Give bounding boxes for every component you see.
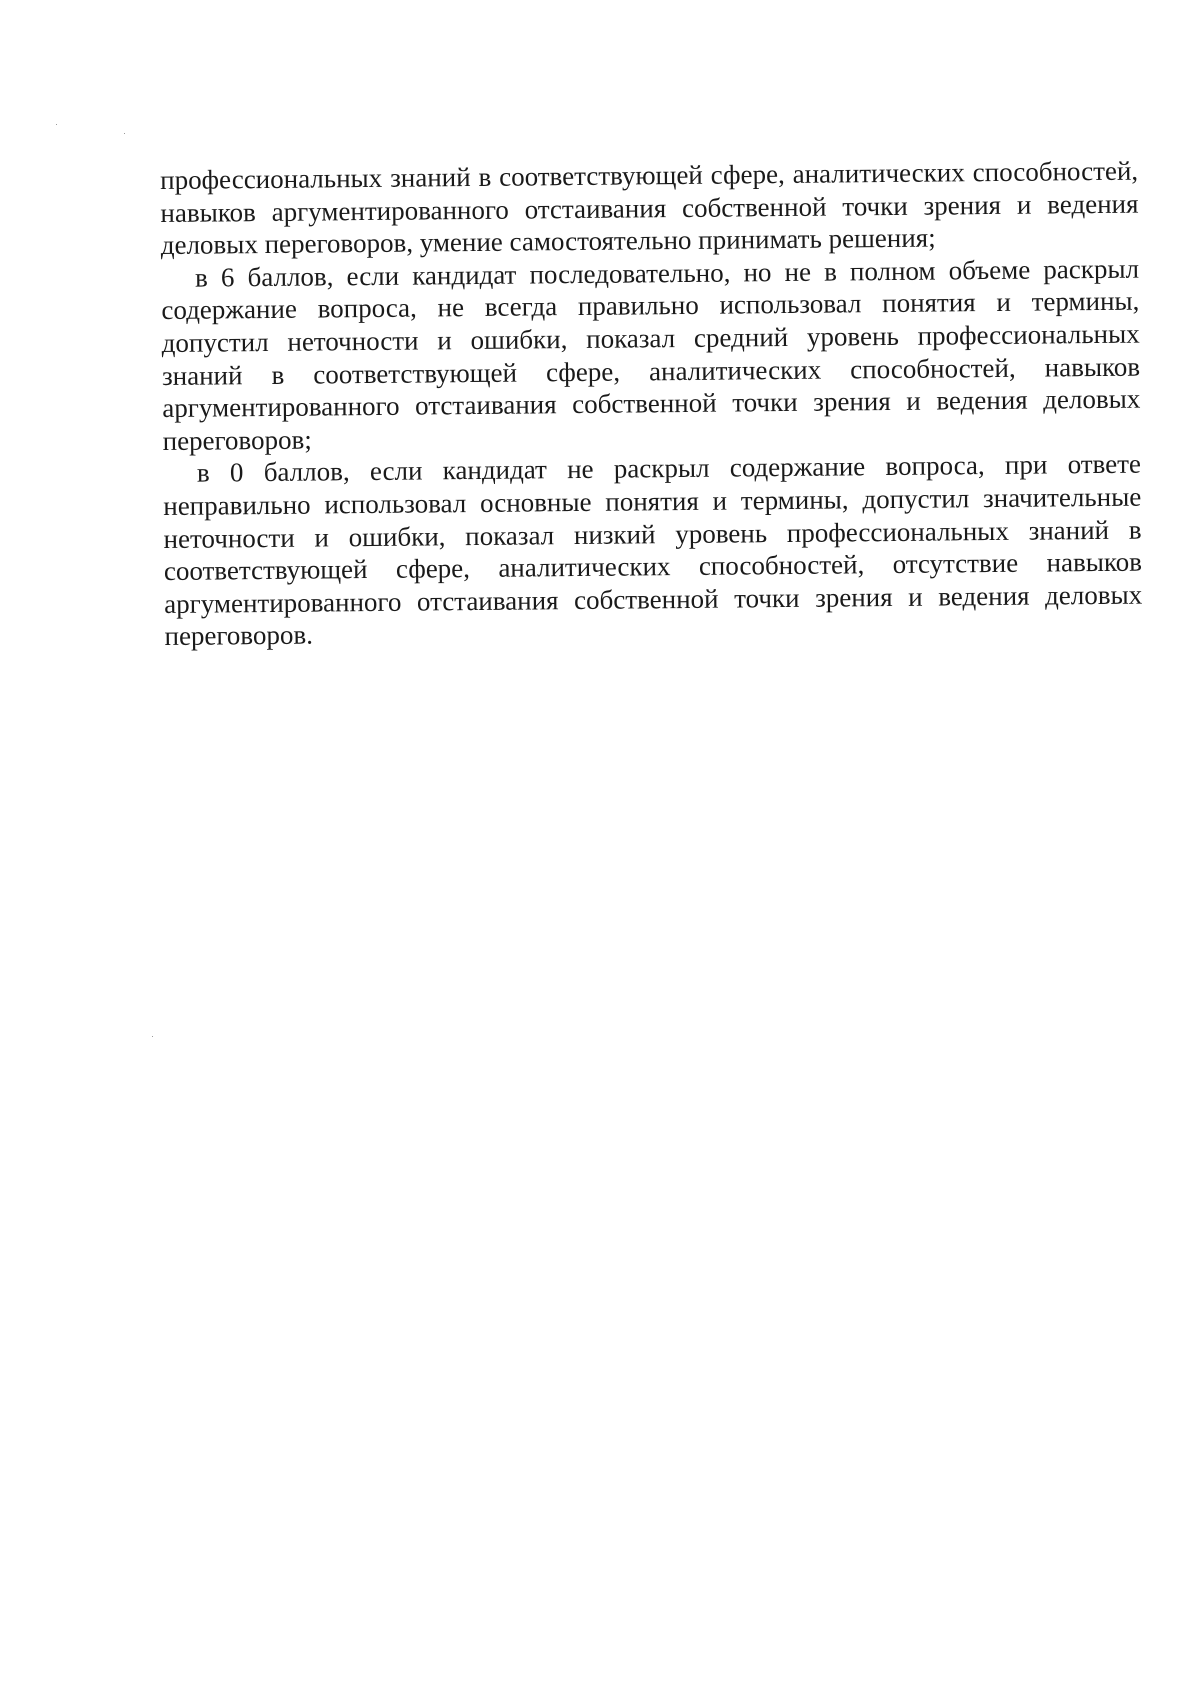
paragraph-continuation: профессиональных знаний в соответствующей сфере, аналитических способностей, навыков аргументированного отстаивания собственной точки зрения и ведения деловых переговоров, умение самостоятельно принимать решения;: [160, 155, 1139, 261]
scan-speck: [152, 1036, 153, 1037]
paragraph-6-points: в 6 баллов, если кандидат последовательно, но не в полном объеме раскрыл содержание вопроса, не всегда правильно использовал понятия и термины, допустил неточности и ошибки, показал средний уровень профессиональных знаний в соответствующей сфере, аналитических способностей, навыков аргументированного отстаивания собственной точки зрения и ведения деловых переговоров;: [161, 253, 1141, 456]
scan-speck: [56, 124, 57, 125]
scan-speck: [124, 133, 125, 134]
document-body: [160, 155, 1143, 653]
paragraph-0-points: в 0 баллов, если кандидат не раскрыл содержание вопроса, при ответе неправильно использовал основные понятия и термины, допустил значительные неточности и ошибки, показал низкий уровень профессиональных знаний в соответствующей сфере, аналитических способностей, отсутствие навыков аргументированного отстаивания собственной точки зрения и ведения деловых переговоров.: [163, 448, 1143, 652]
